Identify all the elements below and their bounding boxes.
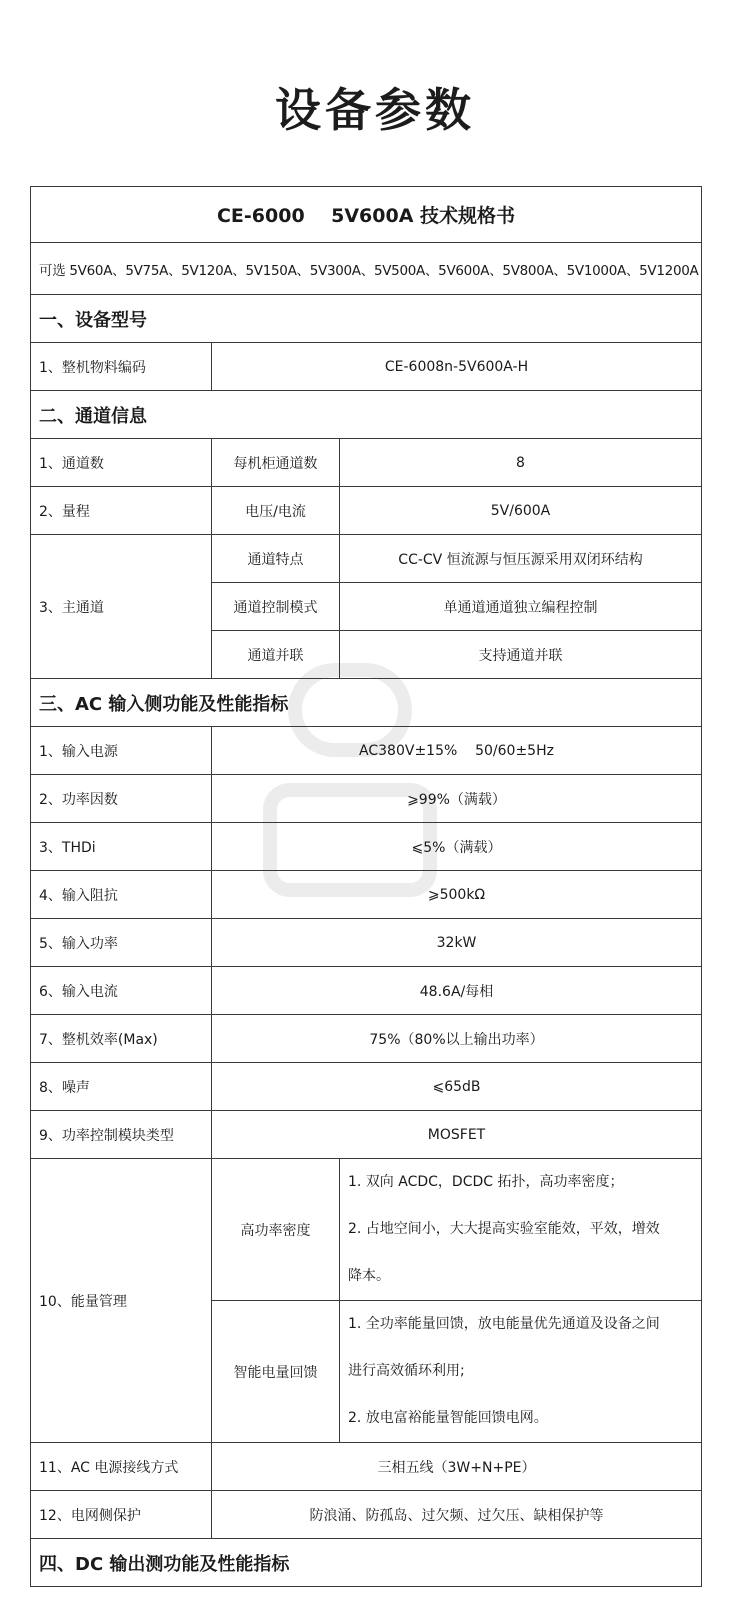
row-sublabel: 通道并联 [212,631,340,679]
text-line: 2. 放电富裕能量智能回馈电网。 [348,1410,548,1426]
row-label: 12、电网侧保护 [31,1491,212,1539]
table-row [31,775,702,823]
table-row [31,1491,702,1539]
row-label: 10、能量管理 [31,1159,212,1443]
section-title-3: 三、AC 输入侧功能及性能指标 [31,679,702,727]
table-row [31,871,702,919]
row-label: 5、输入功率 [31,919,212,967]
row-label: 8、噪声 [31,1063,212,1111]
row-value: 支持通道并联 [340,631,702,679]
model-options: 可选 5V60A、5V75A、5V120A、5V150A、5V300A、5V500A、5V600A、5V800A、5V1000A、5V1200A [31,243,702,295]
section-header-4 [31,1539,702,1587]
row-sublabel: 智能电量回馈 [212,1301,340,1443]
spec-table [30,186,702,1587]
row-value: 5V/600A [340,487,702,535]
row-label: 2、功率因数 [31,775,212,823]
row-sublabel: 电压/电流 [212,487,340,535]
text-line: 2. 占地空间小，大大提高实验室能效，平效，增效 [348,1221,660,1237]
table-row [31,1159,702,1301]
row-sublabel: 高功率密度 [212,1159,340,1301]
table-row [31,1443,702,1491]
table-row [31,1063,702,1111]
row-label: 9、功率控制模块类型 [31,1111,212,1159]
section-title-1: 一、设备型号 [31,295,702,343]
table-row [31,439,702,487]
table-row [31,1111,702,1159]
row-sublabel: 通道控制模式 [212,583,340,631]
row-label: 1、输入电源 [31,727,212,775]
doc-title-row [31,187,702,243]
row-value: 32kW [212,919,702,967]
row-value-multiline [340,1159,702,1301]
row-label: 1、整机物料编码 [31,343,212,391]
page-title: 设备参数 [275,83,475,137]
section-header-1 [31,295,702,343]
row-value: 48.6A/每相 [212,967,702,1015]
row-value: 75%（80%以上输出功率） [212,1015,702,1063]
text-line: 降本。 [348,1268,390,1284]
table-row [31,727,702,775]
section-title-4: 四、DC 输出测功能及性能指标 [31,1539,702,1587]
row-value: ⩽5%（满载） [212,823,702,871]
table-row [31,535,702,583]
table-row [31,823,702,871]
table-row [31,967,702,1015]
row-label: 1、通道数 [31,439,212,487]
row-sublabel: 每机柜通道数 [212,439,340,487]
row-value: 三相五线（3W+N+PE） [212,1443,702,1491]
row-value: CC-CV 恒流源与恒压源采用双闭环结构 [340,535,702,583]
row-value: AC380V±15% 50/60±5Hz [212,727,702,775]
options-row [31,243,702,295]
table-row [31,1015,702,1063]
row-value: ⩽65dB [212,1063,702,1111]
row-label: 2、量程 [31,487,212,535]
table-row [31,487,702,535]
section-header-3 [31,679,702,727]
row-sublabel: 通道特点 [212,535,340,583]
row-label: 11、AC 电源接线方式 [31,1443,212,1491]
section-title-2: 二、通道信息 [31,391,702,439]
table-row [31,343,702,391]
row-value-multiline [340,1301,702,1443]
row-label: 3、THDi [31,823,212,871]
row-value: CE-6008n-5V600A-H [212,343,702,391]
text-line: 进行高效循环利用; [348,1363,465,1379]
text-line: 1. 全功率能量回馈，放电能量优先通道及设备之间 [348,1316,660,1332]
row-value: 防浪涌、防孤岛、过欠频、过欠压、缺相保护等 [212,1491,702,1539]
row-value: MOSFET [212,1111,702,1159]
row-value: ⩾99%（满载） [212,775,702,823]
row-value: 8 [340,439,702,487]
row-label: 4、输入阻抗 [31,871,212,919]
row-value: ⩾500kΩ [212,871,702,919]
row-label: 3、主通道 [31,535,212,679]
text-line: 1. 双向 ACDC，DCDC 拓扑，高功率密度； [348,1174,624,1190]
row-value: 单通道通道独立编程控制 [340,583,702,631]
section-header-2 [31,391,702,439]
row-label: 7、整机效率(Max) [31,1015,212,1063]
table-row [31,919,702,967]
row-label: 6、输入电流 [31,967,212,1015]
doc-title: CE-6000 5V600A 技术规格书 [31,187,702,243]
